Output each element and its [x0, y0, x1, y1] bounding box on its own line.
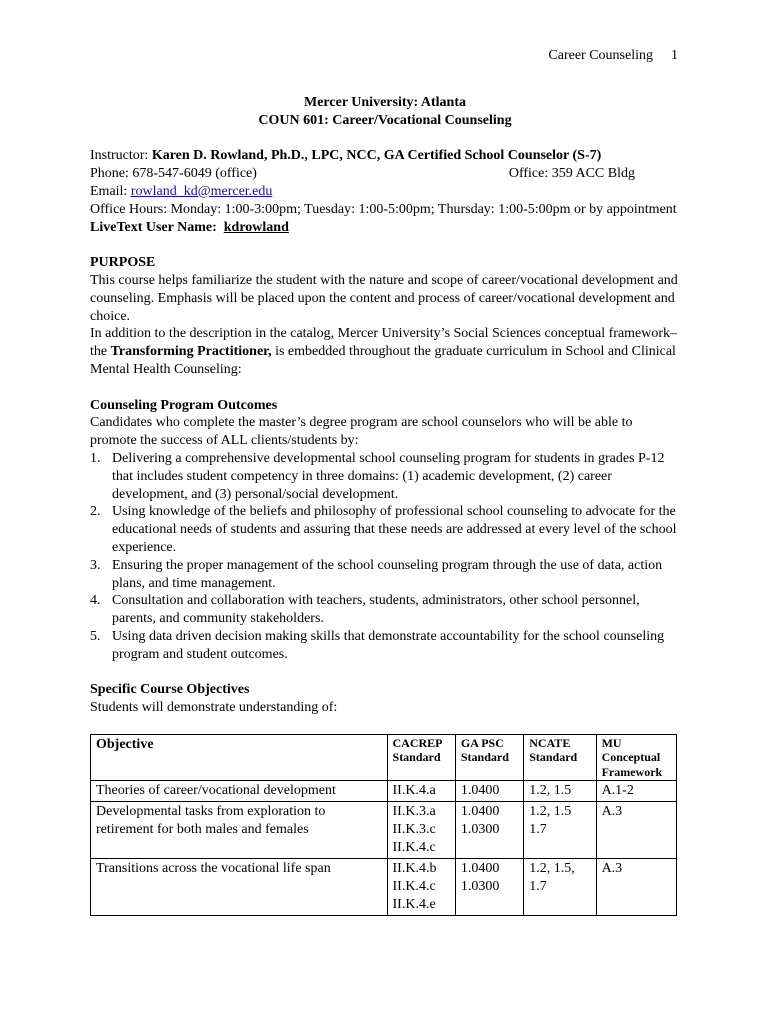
cell-value: II.K.4.c — [392, 879, 436, 895]
email-link[interactable]: rowland_kd@mercer.edu — [130, 183, 273, 199]
outcomes-intro: Candidates who complete the master’s degree program are school counselors who will be able to promote the success of ALL clients/students by: — [90, 415, 633, 449]
objectives-table — [90, 734, 677, 917]
cell-value: II.K.4.a — [392, 783, 436, 799]
instructor-line — [90, 147, 680, 165]
instructor-name: Karen D. Rowland, Ph.D., LPC, NCC, GA Certified School Counselor (S-7) — [151, 148, 602, 164]
header-cacrep: CACREP Standard — [387, 734, 455, 781]
cell-mu — [596, 859, 676, 916]
page-number: 1 — [671, 48, 678, 63]
office: Office: 359 ACC Bldg — [508, 166, 635, 182]
list-text: Delivering a comprehensive developmental school counseling program for students in grades P-12 that includes student competency in three domains: (1) academic development, (2) career development, and (3) personal/social development. — [112, 450, 665, 502]
cell-cacrep — [387, 781, 455, 802]
list-number: 1. — [90, 450, 101, 466]
cell-value: A.1-2 — [601, 783, 634, 799]
cell-value: II.K.4.c — [392, 840, 436, 856]
header-mu: MU Conceptual Framework — [596, 734, 676, 781]
instructor-label: Instructor: — [90, 148, 152, 164]
cell-value: 1.0300 — [460, 822, 500, 838]
objectives-heading: Specific Course Objectives — [90, 682, 250, 698]
list-number: 2. — [90, 504, 101, 520]
purpose-p2-post: is embedded throughout the graduate curriculum in School and Clinical Mental Health Counseling: — [90, 344, 676, 377]
livetext-username: kdrowland — [223, 219, 289, 235]
list-text: Consultation and collaboration with teachers, students, administrators, other school personnel, parents, and community stakeholders. — [112, 593, 640, 627]
table-row — [91, 802, 677, 859]
cell-value: 1.7 — [529, 822, 547, 838]
cell-mu — [596, 802, 676, 859]
cell-ncate — [524, 859, 596, 916]
list-number: 4. — [90, 593, 101, 609]
header-objective: Objective — [91, 734, 388, 781]
transforming-practitioner: Transforming Practitioner, — [110, 344, 272, 360]
phone-office-line — [90, 165, 635, 183]
list-text: Using knowledge of the beliefs and philosophy of professional school counseling to advocate for the educational needs of students and assuring that these needs are addressed at every level of the school experience. — [112, 504, 677, 555]
cell-value: 1.7 — [529, 879, 547, 895]
university-title: Mercer University: Atlanta — [304, 95, 466, 110]
email-label: Email: — [90, 183, 131, 199]
list-number: 3. — [90, 557, 101, 573]
livetext-label: LiveText User Name: — [90, 219, 217, 235]
cell-value: 1.0400 — [460, 861, 500, 877]
email-line — [90, 183, 680, 201]
cell-objective: Theories of career/vocational development — [91, 781, 388, 802]
cell-mu — [596, 781, 676, 802]
outcomes-list — [90, 450, 680, 664]
header-gapsc: GA PSC Standard — [455, 734, 523, 781]
cell-gapsc — [455, 802, 523, 859]
table-row — [91, 859, 677, 916]
livetext-line — [90, 219, 680, 237]
table-header-row — [91, 734, 677, 781]
office-hours: Office Hours: Monday: 1:00-3:00pm; Tuesday: 1:00-5:00pm; Thursday: 1:00-5:00pm or by appointment — [90, 201, 677, 217]
table-row — [91, 781, 677, 802]
cell-value: A.3 — [601, 861, 623, 877]
cell-gapsc — [455, 859, 523, 916]
cell-value: II.K.4.e — [392, 897, 436, 913]
cell-value: II.K.4.b — [392, 861, 437, 877]
cell-value: 1.2, 1.5 — [529, 804, 572, 820]
purpose-paragraph-1: This course helps familiarize the student with the nature and scope of career/vocational development and counseling. Emphasis will be placed upon the content and process of career/vocational development and choice. — [90, 272, 678, 324]
cell-ncate — [524, 781, 596, 802]
cell-gapsc — [455, 781, 523, 802]
cell-cacrep — [387, 802, 455, 859]
purpose-heading: PURPOSE — [90, 255, 156, 271]
cell-objective: Transitions across the vocational life span — [91, 859, 388, 916]
purpose-paragraph-2 — [90, 325, 680, 378]
list-item — [90, 592, 680, 628]
list-item — [90, 503, 680, 556]
cell-cacrep — [387, 859, 455, 916]
running-header — [548, 47, 678, 65]
cell-value: 1.0400 — [460, 783, 500, 799]
running-title: Career Counseling — [548, 48, 653, 63]
course-title: COUN 601: Career/Vocational Counseling — [258, 112, 512, 128]
cell-value: 1.2, 1.5, — [529, 861, 575, 877]
purpose-p2-pre: In addition to the description in the catalog, Mercer University’s Social Sciences conceptual framework–the — [90, 326, 678, 360]
cell-value: 1.0400 — [460, 804, 500, 820]
outcomes-heading: Counseling Program Outcomes — [90, 397, 278, 413]
list-item — [90, 628, 680, 664]
cell-value: 1.2, 1.5 — [529, 783, 572, 799]
list-item — [90, 450, 680, 503]
cell-value: 1.0300 — [460, 879, 500, 895]
list-item — [90, 557, 680, 593]
list-text: Ensuring the proper management of the school counseling program through the use of data, action plans, and time management. — [112, 557, 663, 591]
header-ncate: NCATE Standard — [524, 734, 596, 781]
document-body — [90, 94, 680, 916]
list-text: Using data driven decision making skills that demonstrate accountability for the school counseling program and student outcomes. — [112, 628, 665, 662]
objectives-intro: Students will demonstrate understanding of: — [90, 700, 338, 716]
cell-value: A.3 — [601, 804, 623, 820]
list-number: 5. — [90, 628, 101, 644]
phone: Phone: 678-547-6049 (office) — [90, 166, 257, 182]
cell-ncate — [524, 802, 596, 859]
cell-value: II.K.3.c — [392, 822, 436, 838]
cell-value: II.K.3.a — [392, 804, 436, 820]
cell-objective: Developmental tasks from exploration to retirement for both males and females — [91, 802, 388, 859]
